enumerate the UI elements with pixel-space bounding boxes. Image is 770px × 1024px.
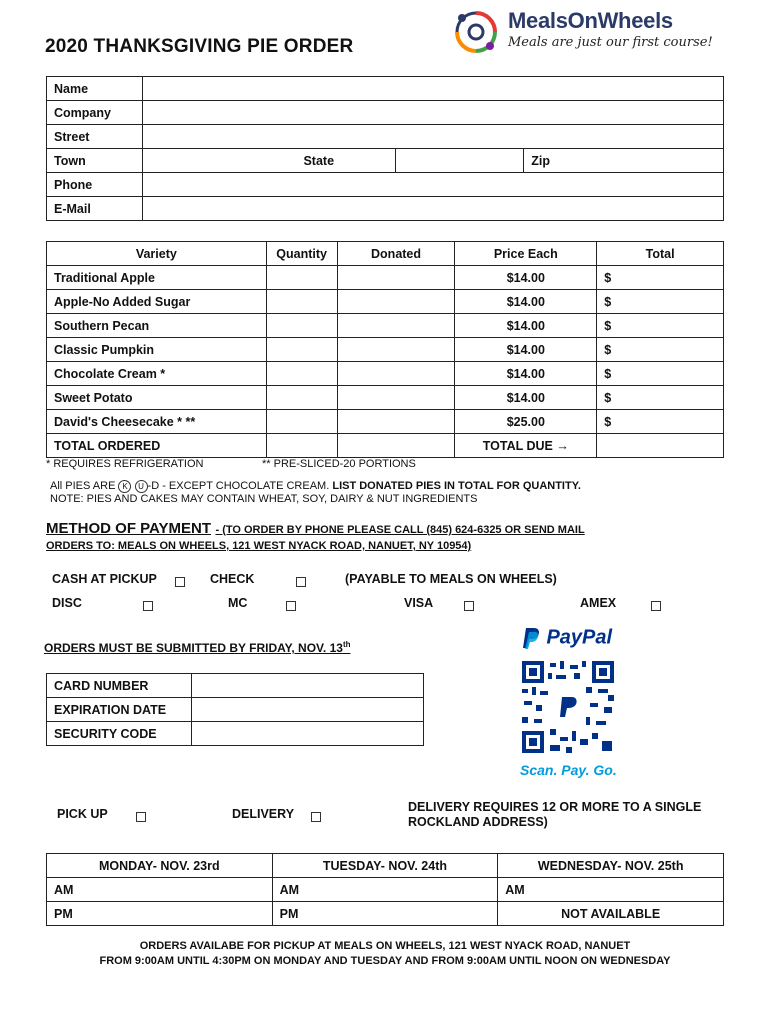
visa-label: VISA [404, 596, 434, 610]
quantity-field[interactable] [266, 290, 337, 314]
town-label: Town [47, 149, 143, 173]
payment-instructions-1: - (TO ORDER BY PHONE PLEASE CALL (845) 624-6325 OR SEND MAIL [215, 524, 585, 536]
day-wednesday: WEDNESDAY- NOV. 25th [498, 854, 724, 878]
name-field[interactable] [142, 77, 723, 101]
quantity-field[interactable] [266, 314, 337, 338]
payment-instructions-2: ORDERS TO: MEALS ON WHEELS, 121 WEST NYACK ROAD, NANUET, NY 10954) [46, 540, 472, 552]
paypal-brand: PayPal [546, 626, 613, 649]
header-variety: Variety [47, 242, 267, 266]
pie-row [47, 338, 724, 362]
email-label: E-Mail [47, 197, 143, 221]
meals-on-wheels-logo [452, 8, 713, 58]
pickup-checkbox[interactable] [136, 812, 146, 822]
total-ordered-donated-field[interactable] [337, 434, 455, 458]
paypal-icon [522, 626, 542, 650]
card-number-label: CARD NUMBER [47, 674, 192, 698]
pie-variety: Southern Pecan [47, 314, 267, 338]
pie-variety: Sweet Potato [47, 386, 267, 410]
pie-price: $14.00 [455, 290, 597, 314]
wheel-logo-icon [452, 8, 500, 56]
pie-row [47, 314, 724, 338]
pie-variety: Traditional Apple [47, 266, 267, 290]
allergen-note: NOTE: PIES AND CAKES MAY CONTAIN WHEAT, SOY, DAIRY & NUT INGREDIENTS [50, 493, 478, 505]
street-field[interactable] [142, 125, 723, 149]
wednesday-am-slot[interactable]: AM [498, 878, 724, 902]
pie-row [47, 290, 724, 314]
delivery-requirement-2: ROCKLAND ADDRESS) [408, 815, 548, 829]
header-quantity: Quantity [266, 242, 337, 266]
paypal-qr-code-icon[interactable] [520, 659, 616, 755]
donated-field[interactable] [337, 290, 455, 314]
paypal-logo [522, 626, 612, 650]
pie-total[interactable]: $ [597, 362, 724, 386]
delivery-label: DELIVERY [232, 807, 295, 821]
paypal-scan-text: Scan. Pay. Go. [520, 762, 617, 778]
tuesday-pm-slot[interactable]: PM [272, 902, 498, 926]
presliced-note: ** PRE-SLICED-20 PORTIONS [262, 458, 416, 470]
day-monday: MONDAY- NOV. 23rd [47, 854, 273, 878]
disc-label: DISC [52, 596, 82, 610]
kosher-note [50, 480, 581, 493]
pie-variety: David's Cheesecake * ** [47, 410, 267, 434]
card-table [46, 673, 424, 746]
donated-field[interactable] [337, 338, 455, 362]
disc-checkbox[interactable] [143, 601, 153, 611]
kosher-k-icon: K [118, 480, 131, 493]
tuesday-am-slot[interactable]: AM [272, 878, 498, 902]
pie-total[interactable]: $ [597, 290, 724, 314]
pie-price: $14.00 [455, 362, 597, 386]
total-ordered-quantity-field[interactable] [266, 434, 337, 458]
pie-total[interactable]: $ [597, 338, 724, 362]
pie-variety: Chocolate Cream * [47, 362, 267, 386]
check-checkbox[interactable] [296, 577, 306, 587]
pie-total[interactable]: $ [597, 266, 724, 290]
quantity-field[interactable] [266, 338, 337, 362]
delivery-requirement-1: DELIVERY REQUIRES 12 OR MORE TO A SINGLE [408, 800, 702, 814]
total-due-label: TOTAL DUE → [455, 434, 597, 458]
expiration-field[interactable] [191, 698, 423, 722]
contact-table [46, 76, 724, 221]
footer-line-1: ORDERS AVAILABE FOR PICKUP AT MEALS ON WHEELS, 121 WEST NYACK ROAD, NANUET [139, 940, 631, 952]
check-note: (PAYABLE TO MEALS ON WHEELS) [345, 572, 557, 586]
pie-price: $14.00 [455, 338, 597, 362]
donated-field[interactable] [337, 410, 455, 434]
expiration-label: EXPIRATION DATE [47, 698, 192, 722]
name-label: Name [47, 77, 143, 101]
monday-pm-slot[interactable]: PM [47, 902, 273, 926]
company-label: Company [47, 101, 143, 125]
total-ordered-label: TOTAL ORDERED [47, 434, 267, 458]
logo-name: MealsOnWheels [508, 8, 673, 33]
company-field[interactable] [142, 101, 723, 125]
delivery-checkbox[interactable] [311, 812, 321, 822]
cash-label: CASH AT PICKUP [52, 572, 157, 586]
deadline-sup: th [342, 640, 351, 649]
street-label: Street [47, 125, 143, 149]
pie-variety: Apple-No Added Sugar [47, 290, 267, 314]
header-price-each: Price Each [455, 242, 597, 266]
phone-field[interactable] [142, 173, 723, 197]
amex-label: AMEX [580, 596, 617, 610]
deadline-text: ORDERS MUST BE SUBMITTED BY FRIDAY, NOV. 13 [44, 641, 343, 655]
quantity-field[interactable] [266, 362, 337, 386]
cash-checkbox[interactable] [175, 577, 185, 587]
phone-label: Phone [47, 173, 143, 197]
header-total: Total [597, 242, 724, 266]
kosher-u-icon: U [135, 480, 148, 493]
payment-heading-line [46, 520, 585, 538]
email-field[interactable] [142, 197, 723, 221]
state-field[interactable] [303, 149, 524, 173]
donated-field[interactable] [337, 386, 455, 410]
pie-order-table [46, 241, 724, 458]
pie-price: $14.00 [455, 266, 597, 290]
quantity-field[interactable] [266, 410, 337, 434]
pie-row [47, 410, 724, 434]
kosher-suffix: -D - EXCEPT CHOCOLATE CREAM. [147, 480, 330, 492]
donated-field[interactable] [337, 362, 455, 386]
form-title: 2020 THANKSGIVING PIE ORDER [45, 36, 354, 57]
town-field[interactable] [142, 149, 396, 173]
kosher-prefix: All PIES ARE [50, 480, 116, 492]
zip-label: Zip [531, 153, 551, 168]
pie-row [47, 266, 724, 290]
mc-checkbox[interactable] [286, 601, 296, 611]
donated-note: LIST DONATED PIES IN TOTAL FOR QUANTITY. [332, 480, 581, 492]
pie-row [47, 386, 724, 410]
payment-heading: METHOD OF PAYMENT [46, 520, 212, 537]
zip-field[interactable] [524, 149, 724, 173]
logo-tagline: Meals are just our first course! [508, 35, 713, 50]
donated-field[interactable] [337, 266, 455, 290]
pie-row [47, 362, 724, 386]
deadline-note [44, 640, 351, 655]
mc-label: MC [228, 596, 248, 610]
pickup-label: PICK UP [57, 807, 108, 821]
card-number-field[interactable] [191, 674, 423, 698]
header-donated: Donated [337, 242, 455, 266]
security-code-label: SECURITY CODE [47, 722, 192, 746]
wednesday-pm-slot: NOT AVAILABLE [498, 902, 724, 926]
quantity-field[interactable] [266, 386, 337, 410]
state-label: State [303, 153, 335, 168]
check-label: CHECK [210, 572, 255, 586]
security-code-field[interactable] [191, 722, 423, 746]
pie-total[interactable]: $ [597, 386, 724, 410]
monday-am-slot[interactable]: AM [47, 878, 273, 902]
donated-field[interactable] [337, 314, 455, 338]
pie-total[interactable]: $ [597, 410, 724, 434]
pie-price: $14.00 [455, 314, 597, 338]
pie-price: $14.00 [455, 386, 597, 410]
pie-total[interactable]: $ [597, 314, 724, 338]
pie-variety: Classic Pumpkin [47, 338, 267, 362]
footer-line-2: FROM 9:00AM UNTIL 4:30PM ON MONDAY AND TUESDAY AND FROM 9:00AM UNTIL NOON ON WEDNESDAY [99, 955, 671, 967]
quantity-field[interactable] [266, 266, 337, 290]
amex-checkbox[interactable] [651, 601, 661, 611]
visa-checkbox[interactable] [464, 601, 474, 611]
total-due-field[interactable] [597, 434, 724, 458]
refrigeration-note: * REQUIRES REFRIGERATION [46, 458, 204, 470]
schedule-table [46, 853, 724, 926]
day-tuesday: TUESDAY- NOV. 24th [272, 854, 498, 878]
pie-price: $25.00 [455, 410, 597, 434]
